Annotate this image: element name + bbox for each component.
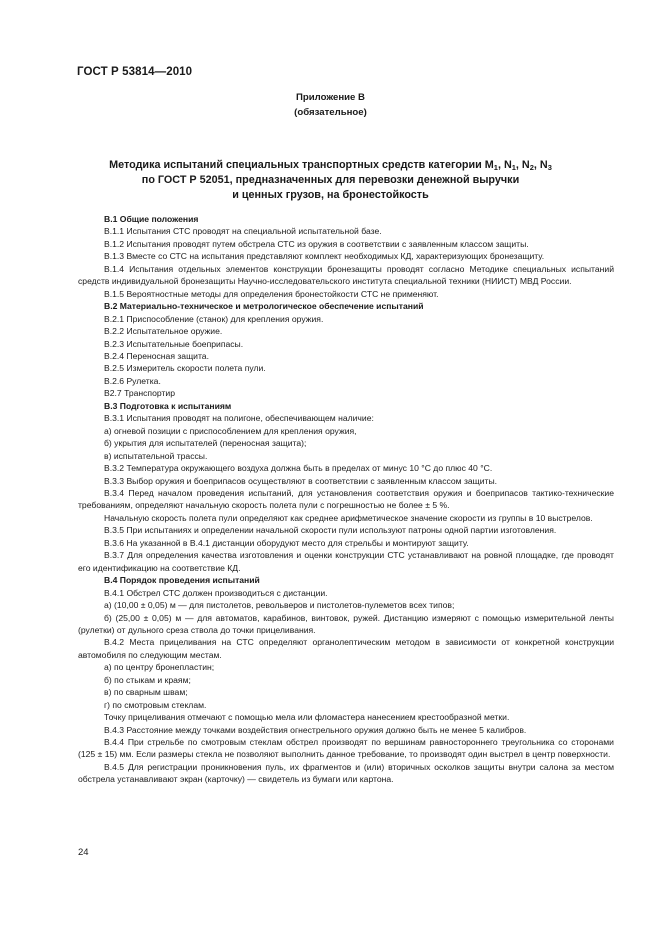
paragraph: В.1.4 Испытания отдельных элементов конструкции бронезащиты проводят согласно Методике специальных испытаний средств индивидуальной бронезащиты Научно-исследовательского института специальной техники (НИИСТ) МВД России.: [78, 263, 614, 287]
paragraph: В.2.3 Испытательные боеприпасы.: [104, 338, 244, 349]
list-item: г) по смотровым стеклам.: [104, 699, 207, 710]
title-subscript: 1: [493, 163, 498, 172]
list-item: а) по центру бронепластин;: [104, 662, 215, 673]
section-heading: В.2 Материально-техническое и метрологическое обеспечение испытаний: [104, 301, 424, 312]
paragraph: В.2.2 Испытательное оружие.: [104, 326, 223, 337]
paragraph: В2.7 Транспортир: [104, 388, 175, 399]
title-subscript: 1: [511, 163, 516, 172]
document-body: [78, 213, 614, 786]
title-line-3: и ценных грузов, на бронестойкость: [232, 188, 429, 201]
list-item: б) укрытия для испытателей (переносная защита);: [104, 438, 307, 449]
methodology-title: [60, 158, 601, 202]
paragraph: В.3.7 Для определения качества изготовления и оценки конструкции СТС устанавливают на ровной площадке, где проводят его идентификацию на соответствие КД.: [78, 550, 614, 573]
list-item: б) по стыкам и краям;: [104, 674, 191, 685]
title-subscript: 2: [529, 163, 534, 172]
list-item: а) (10,00 ± 0,05) м — для пистолетов, револьверов и пистолетов-пулеметов всех типов;: [104, 600, 455, 611]
section-heading: В.1 Общие положения: [104, 214, 199, 224]
title-subscript: 3: [547, 163, 552, 172]
paragraph: Точку прицеливания отмечают с помощью мела или фломастера нанесением крестообразной метки.: [104, 712, 510, 723]
page-number: 24: [78, 847, 89, 858]
title-separator: , N: [533, 159, 548, 171]
title-line-2: по ГОСТ Р 52051, предназначенных для перевозки денежной выручки: [141, 173, 520, 186]
section-heading: В.3 Подготовка к испытаниям: [104, 400, 232, 411]
paragraph: В.3.2 Температура окружающего воздуха должна быть в пределах от минус 10 °С до плюс 40 °С.: [104, 463, 493, 474]
list-item: в) по сварным швам;: [104, 687, 188, 698]
paragraph: В.3.1 Испытания проводят на полигоне, обеспечивающем наличие:: [104, 413, 374, 424]
section-heading: В.4 Порядок проведения испытаний: [104, 575, 260, 586]
paragraph: В.3.4 Перед началом проведения испытаний, для установления соответствия оружия и боеприпасов тактико-технические требованиям, определяют начальную скорость полета пули с погрешностью не более ± 5 %.: [78, 487, 614, 511]
paragraph: В.3.5 При испытаниях и определении начальной скорости пули используют патроны одной партии изготовления.: [104, 525, 557, 536]
list-item: а) огневой позиции с приспособлением для крепления оружия,: [104, 425, 357, 436]
paragraph: В.4.3 Расстояние между точками воздействия огнестрельного оружия должно быть не менее 5 калибров.: [104, 724, 527, 735]
paragraph: В.2.1 Приспособление (станок) для крепления оружия.: [104, 313, 324, 324]
list-item: в) испытательной трассы.: [104, 450, 208, 461]
paragraph: В.2.4 Переносная защита.: [104, 350, 209, 361]
paragraph: В.4.5 Для регистрации проникновения пуль, их фрагментов и (или) вторичных осколков защиты внутри салона за местом обстрела устанавливают экран (карточку) — свидетель из бумаги или картона.: [78, 761, 614, 785]
paragraph: В.1.1 Испытания СТС проводят на специальной испытательной базе.: [104, 226, 382, 237]
document-header: ГОСТ Р 53814—2010: [77, 66, 193, 78]
list-item: б) (25,00 ± 0,05) м — для автоматов, карабинов, винтовок, ружей. Дистанцию измеряют с помощью измерительной ленты (рулетки) от дульного среза ствола до точки прицеливания.: [78, 612, 614, 635]
paragraph: В.2.6 Рулетка.: [104, 375, 161, 386]
paragraph: В.1.2 Испытания проводят путем обстрела СТС из оружия в соответствии с заявленным классом защиты.: [104, 238, 529, 249]
paragraph: В.1.3 Вместе со СТС на испытания представляют комплект необходимых КД, характеризующих бронезащиту.: [104, 251, 545, 262]
paragraph: В.2.5 Измеритель скорости полета пули.: [104, 363, 266, 374]
annex-status: (обязательное): [294, 107, 367, 118]
paragraph: В.1.5 Вероятностные методы для определения бронестойкости СТС не применяют.: [104, 288, 439, 299]
paragraph: В.3.3 Выбор оружия и боеприпасов осуществляют в соответствии с заявленным классом защиты.: [104, 475, 498, 486]
title-separator: , N: [515, 159, 530, 171]
title-line-1-text: Методика испытаний специальных транспортных средств категории М: [109, 159, 494, 171]
title-separator: , N: [497, 159, 512, 171]
paragraph: В.4.2 Места прицеливания на СТС определяют органолептическим методом в зависимости от конкретной конструкции автомобиля по следующим местам.: [78, 637, 614, 660]
paragraph: Начальную скорость полета пули определяют как среднее арифметическое значение скорости из группы в 10 выстрелов.: [104, 512, 593, 523]
title-line-1: [60, 158, 601, 173]
paragraph: В.4.4 При стрельбе по смотровым стеклам обстрел производят по вершинам равностороннего треугольника со сторонами (125 ± 15) мм. Если размеры стекла не позволяют выполнить данное требование, то производят один выстрел в центр поверхности.: [78, 737, 614, 760]
annex-label: Приложение В: [296, 92, 365, 103]
paragraph: В.3.6 На указанной в В.4.1 дистанции оборудуют место для стрельбы и монтируют защиту.: [104, 537, 469, 548]
paragraph: В.4.1 Обстрел СТС должен производиться с дистанции.: [104, 587, 328, 598]
